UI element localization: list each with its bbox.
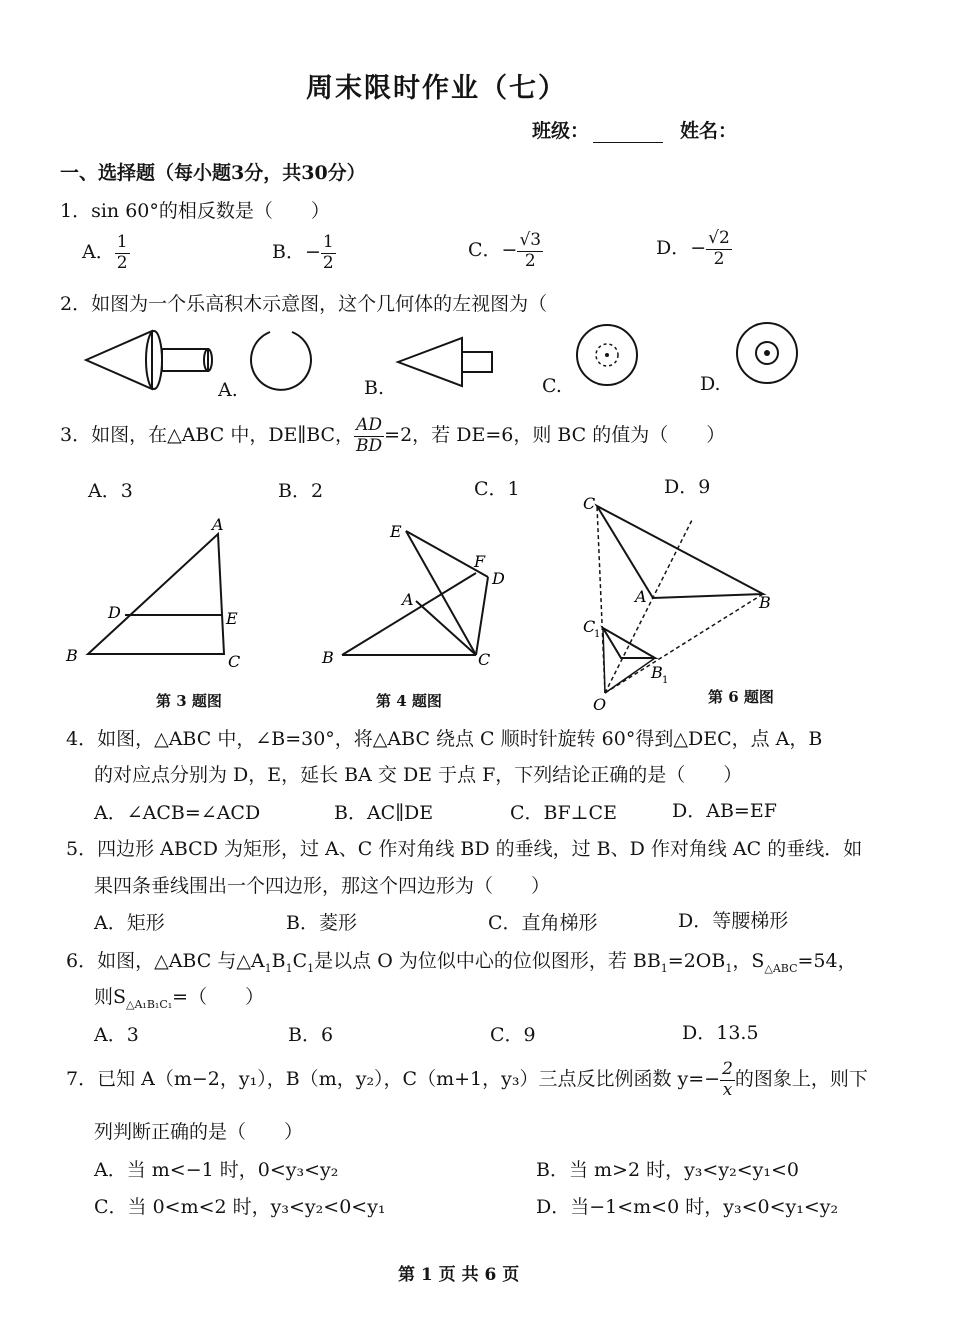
- lego-cone: [86, 331, 152, 389]
- q5-option-a: A．矩形: [94, 912, 165, 934]
- q6-option-a: A．3: [94, 1024, 139, 1046]
- q7-option-b: B．当 m>2 时，y₃<y₂<y₁<0: [536, 1159, 799, 1181]
- q5-option-d: D．等腰梯形: [678, 910, 789, 932]
- fig6-label-c1-sub: 1: [594, 629, 601, 640]
- section-heading: 一、选择题（每小题3分，共30分）: [60, 162, 366, 184]
- q6-line2: 则$S_{\triangle A_1B_1C_1}=$（ ）: [94, 986, 265, 1011]
- q3-option-b: B．2: [278, 480, 324, 502]
- fig3-triangle: [88, 534, 224, 654]
- q1-option-c: C．− $\frac{√3}{2}$: [468, 230, 542, 271]
- fig4-label-b: B: [322, 648, 334, 667]
- q4-option-c: C．BF⊥CE: [510, 802, 617, 824]
- fig4-label-e: E: [390, 522, 402, 541]
- figure-4: [316, 515, 516, 675]
- q2-option-d: D.: [700, 373, 721, 395]
- q1-stem: 1．sin 60°的相反数是（ ）: [60, 200, 330, 222]
- q2-stem: 2．如图为一个乐高积木示意图，这个几何体的左视图为（: [60, 293, 548, 315]
- q4-line2: 的对应点分别为 D，E，延长 BA 交 DE 于点 F，下列结论正确的是（ ）: [94, 764, 743, 786]
- q4-option-a: A．∠ACB=∠ACD: [94, 802, 261, 824]
- fig4-label-c: C: [478, 650, 491, 669]
- fig6-label-a: A: [635, 587, 647, 606]
- q5-line2: 果四条垂线围出一个四边形，那这个四边形为（ ）: [94, 875, 551, 897]
- q2-option-b-shape: [394, 334, 504, 390]
- fig3-label-a: A: [212, 515, 224, 534]
- q3-stem: 3．如图，在△ABC 中，DE∥BC， $\frac{AD}{BD}$ =2，若 DE=6，则 BC 的值为（ ）: [60, 415, 726, 456]
- fig3-caption: 第 3 题图: [156, 692, 222, 710]
- q2-option-d-shape: [734, 320, 800, 386]
- fig6-label-b: B: [759, 593, 771, 612]
- fig3-label-b: B: [66, 646, 78, 665]
- q2-option-a-shape: [248, 328, 314, 394]
- q2-option-a: A.: [218, 379, 238, 401]
- q6-option-b: B．6: [288, 1024, 334, 1046]
- q1-option-b: B．− $\frac{1}{2}$: [272, 232, 334, 273]
- q7-option-c: C．当 0<m<2 时，y₃<y₂<0<y₁: [94, 1196, 386, 1218]
- q5-option-c: C．直角梯形: [488, 912, 598, 934]
- q4-option-b: B．AC∥DE: [334, 802, 434, 824]
- figure-3: [60, 510, 260, 675]
- class-blank: [593, 142, 663, 143]
- q5-line1: 5．四边形 ABCD 为矩形，过 A、C 作对角线 BD 的垂线，过 B、D 作对角线 AC 的垂线．如: [66, 838, 863, 860]
- fig6-caption: 第 6 题图: [708, 688, 774, 706]
- fig6-triangle-abc: [597, 506, 763, 598]
- fig6-triangle-a1b1c1: [603, 628, 655, 658]
- fig3-label-c: C: [228, 652, 241, 671]
- fig4-caption: 第 4 题图: [376, 692, 442, 710]
- q2-option-b: B.: [364, 377, 385, 399]
- q3-option-c: C．1: [474, 478, 520, 500]
- q5-option-b: B．菱形: [286, 912, 357, 934]
- q2-option-c: C.: [542, 375, 562, 397]
- fig4-label-f: F: [474, 552, 486, 571]
- fig3-label-d: D: [108, 603, 121, 622]
- fig3-label-e: E: [226, 609, 238, 628]
- q3-option-a: A．3: [88, 480, 133, 502]
- q6-option-c: C．9: [490, 1024, 536, 1046]
- q7-option-d: D．当−1<m<0 时，y₃<0<y₁<y₂: [536, 1196, 839, 1218]
- q3-option-d: D．9: [664, 476, 711, 498]
- figure-6: [575, 488, 785, 713]
- q4-line1: 4．如图，△ABC 中，∠B=30°，将△ABC 绕点 C 顺时针旋转 60°得到△DEC，点 A，B: [66, 728, 823, 750]
- page-title: 周末限时作业（七）: [306, 73, 567, 104]
- q6-option-d: D．13.5: [682, 1022, 759, 1044]
- lego-cylinder: [162, 349, 208, 371]
- q2-option-c-shape: [574, 322, 640, 388]
- fig4-label-d: D: [492, 569, 505, 588]
- fig4-label-a: A: [402, 590, 414, 609]
- q7-line1: 7．已知 A（m−2，y₁），B（m，y₂），C（m+1，y₃）三点反比例函数 y=− $\frac{2}{x}$ 的图象上，则下: [66, 1059, 868, 1100]
- lego-cone-base: [146, 331, 162, 389]
- fig6-label-o: O: [593, 695, 607, 713]
- q1-option-a: A． $\frac{1}{2}$: [82, 232, 128, 273]
- name-label: 姓名：: [680, 120, 738, 142]
- class-label: 班级：: [532, 116, 663, 143]
- q4-option-d: D．AB=EF: [672, 800, 777, 822]
- q2-lego-figure: [82, 325, 222, 395]
- q7-option-a: A．当 m<−1 时，0<y₃<y₂: [94, 1159, 339, 1181]
- q1-option-d: D．− $\frac{√2}{2}$: [656, 228, 730, 269]
- fig6-label-b1-sub: 1: [662, 675, 669, 686]
- fig6-label-c: C: [583, 494, 596, 513]
- fig6-label-b1: B: [651, 663, 663, 682]
- fig6-label-c1: C: [583, 617, 596, 636]
- q7-line2: 列判断正确的是（ ）: [94, 1121, 304, 1143]
- page-footer: 第 1 页 共 6 页: [398, 1265, 520, 1285]
- q6-line1: 6．如图，△ABC 与$\triangle A_1B_1C_1$是以点 O 为位似中心的位似图形，若 $BB_1=2OB_1$，$S_{\triangle ABC}=54$，: [66, 950, 857, 975]
